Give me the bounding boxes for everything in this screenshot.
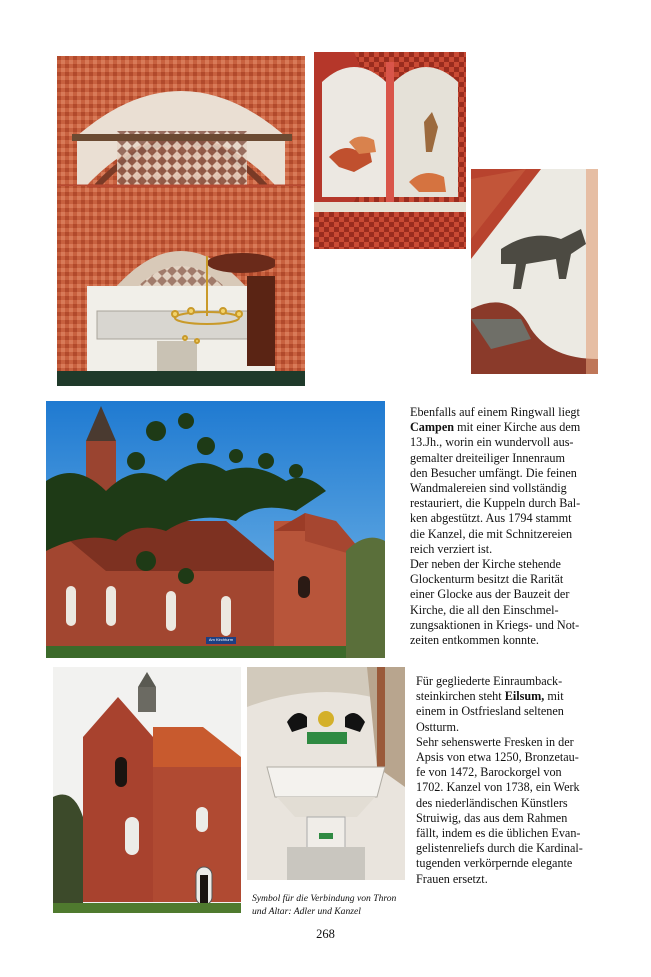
text-line: einer Glocke aus der Bauzeit der (410, 587, 570, 602)
photo-fresco-horse (471, 169, 598, 374)
photo-church-interior (57, 56, 305, 386)
text-line: den Besucher umfängt. Die feinen (410, 465, 577, 480)
page-number: 268 (316, 927, 335, 941)
text-line: Sehr sehenswerte Fresken in der (416, 734, 574, 749)
text-line: Wandmalereien sind vollständig (410, 481, 567, 496)
photo-pulpit-eagle (247, 667, 405, 880)
text-line: reich verziert ist. (410, 541, 493, 556)
photo-caption (252, 893, 412, 918)
photo-fresco-animals (314, 52, 466, 249)
text-line: ken abgestützt. Aus 1794 stammt (410, 511, 572, 526)
text-line: Glockenturm besitzt die Rarität (410, 572, 564, 587)
text-line: zungsaktionen in Kriegs- und Not- (410, 617, 580, 632)
text-segment: mit (544, 689, 564, 704)
text-line: restauriert, die Kuppeln durch Bal- (410, 496, 581, 511)
caption-line-2: und Altar: Adler und Kanzel (252, 905, 361, 917)
text-line: tugenden verkörpernde elegante (416, 856, 573, 871)
text-line: des niederländischen Künstlers (416, 795, 568, 810)
text-line: fällt, indem es die üblichen Evan- (416, 826, 581, 841)
campen-description (410, 405, 589, 648)
text-line: Ebenfalls auf einem Ringwall liegt (410, 405, 580, 419)
caption-line-1: Symbol für die Verbindung von Thron (252, 893, 397, 904)
place-name-eilsum: Eilsum, (504, 689, 545, 704)
text-line: 13.Jh., worin ein wundervoll aus- (410, 435, 574, 450)
text-line: Für gegliederte Einraumback- (416, 674, 563, 688)
text-line: Frauen ersetzt. (416, 871, 488, 886)
photo-campen-church (46, 401, 385, 658)
text-line: Ostturm. (416, 719, 459, 734)
text-line: Kirche, die all den Einschmel- (410, 602, 559, 617)
text-line (410, 420, 589, 435)
text-line: einem in Ostfriesland seltenen (416, 704, 564, 719)
text-line: Apsis von etwa 1250, Bronzetau- (416, 750, 579, 765)
text-line (416, 689, 591, 704)
text-line: zeiten entkommen konnte. (410, 633, 539, 648)
text-line: gemalter dreiteiliger Innenraum (410, 450, 565, 465)
text-line: gelistenreliefs durch die Kardinal- (416, 841, 583, 856)
text-line: Der neben der Kirche stehende (410, 557, 561, 572)
place-name-campen: Campen (410, 420, 455, 435)
street-sign: Am Kirchturm (208, 637, 234, 642)
text-segment: mit einer Kirche aus dem (454, 420, 581, 435)
text-line: 1702. Kanzel von 1738, ein Werk (416, 780, 580, 795)
eilsum-description (416, 674, 591, 887)
text-line: fe von 1472, Barockorgel von (416, 765, 562, 780)
text-segment: steinkirchen steht (416, 689, 505, 704)
text-line: die Kanzel, die mit Schnitzereien (410, 526, 573, 541)
photo-eilsum-church (53, 667, 241, 913)
text-line: Struiwig, das aus dem Rahmen (416, 810, 568, 825)
